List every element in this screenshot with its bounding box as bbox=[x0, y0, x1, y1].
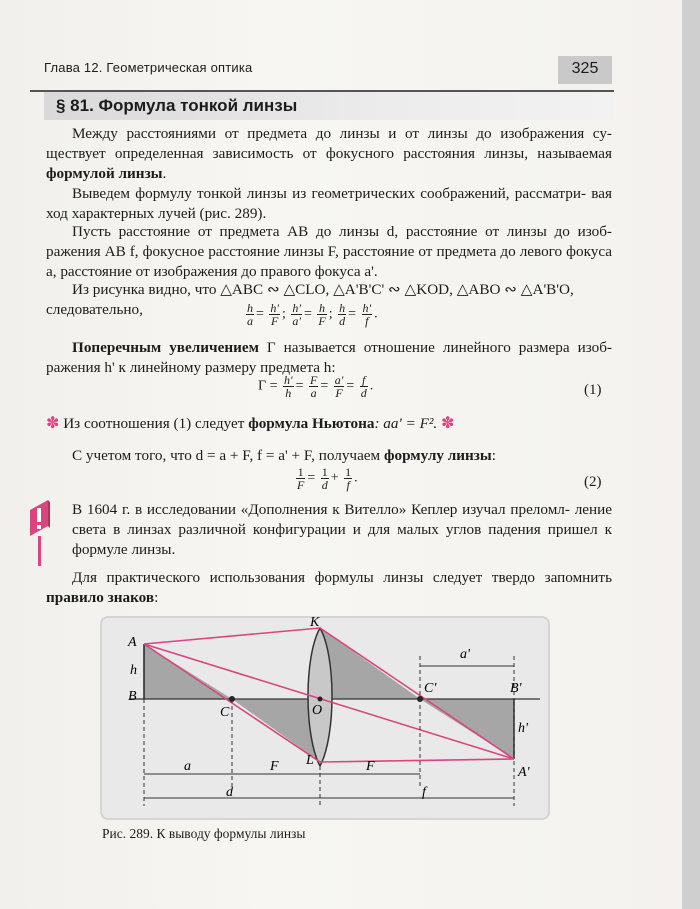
formula-ratios: $\frac{h}{a}$ = $\frac{h'}{F}$ ; $\frac{h'}{a'}$ = $\frac{h}{F}$ ; $\frac{h}{d}$ = $\frac{h'}{f}$ . bbox=[247, 301, 378, 328]
equation-number-1: (1) bbox=[584, 382, 602, 398]
paragraph-newton: ✽ Из соотношения (1) следует формула Ньютона: aa' = F². ✽ bbox=[46, 415, 455, 432]
label-a-distance: a bbox=[184, 759, 191, 774]
paragraph-derive: Выведем формулу тонкой линзы из геометрических соображений, рассматри- вая ход характерных лучей (рис. 289). bbox=[46, 185, 612, 222]
equation-number-2: (2) bbox=[584, 474, 602, 490]
paragraph-lens-formula: С учетом того, что d = a + F, f = a' + F, получаем формулу линзы: bbox=[72, 447, 496, 464]
label-l-point: L bbox=[306, 753, 314, 768]
figure-caption: Рис. 289. К выводу формулы линзы bbox=[102, 826, 306, 841]
page-edge bbox=[682, 0, 700, 909]
figure-289 bbox=[100, 616, 550, 820]
label-f-right: F bbox=[366, 759, 375, 774]
label-ap-distance: a' bbox=[460, 647, 470, 662]
label-hp: h' bbox=[518, 721, 528, 736]
label-cp-point: C' bbox=[424, 681, 437, 696]
term-newton-formula: формула Ньютона bbox=[248, 415, 375, 432]
paragraph-magnification: Поперечным увеличением Γ называется отношение линейного размера изоб- ражения h' к линейному размеру предмета h: bbox=[46, 339, 612, 376]
paragraph-definitions: Пусть расстояние от предмета AB до линзы d, расстояние от линзы до изоб- ражения AB f, фокусное расстояние линзы F, расстояние от предмета до левого фокуса a, расстояние от изображения до правого фокуса a'. bbox=[46, 223, 612, 280]
label-b-point: B bbox=[128, 689, 137, 704]
label-h: h bbox=[130, 663, 137, 678]
term-sign-rule: правило знаков bbox=[46, 589, 155, 606]
paragraph-sign-rule: Для практического использования формулы линзы следует твердо запомнить правило знаков: bbox=[46, 569, 612, 606]
chapter-title: Глава 12. Геометрическая оптика bbox=[44, 60, 253, 75]
asterisk-icon: ✽ bbox=[441, 415, 455, 432]
term-magnification: Поперечным увеличением bbox=[72, 339, 259, 356]
term-lens-formula-2: формулу линзы bbox=[383, 447, 492, 464]
paragraph-similarity: Из рисунка видно, что △ABC ∾ △CLO, △A'B'C' ∾ △KOD, △ABO ∾ △A'B'O, следовательно, bbox=[46, 281, 574, 318]
ray-refracted-bottom bbox=[320, 759, 514, 762]
paragraph-intro: Между расстояниями от предмета до линзы и от линзы до изображения су- ществует определенная зависимость от фокусного расстояния линзы, называемая формулой линзы. bbox=[46, 125, 612, 182]
section-title: § 81. Формула тонкой линзы bbox=[44, 92, 614, 120]
lens-diagram bbox=[100, 616, 550, 820]
ray-parallel bbox=[144, 628, 320, 644]
label-ap-point: A' bbox=[518, 765, 530, 780]
term-lens-formula: формулой линзы bbox=[46, 165, 163, 182]
formula-gamma: Γ = $\frac{h'}{h}$ = $\frac{F}{a}$ = $\frac{a'}{F}$ = $\frac{f}{d}$ . bbox=[258, 373, 374, 400]
label-c-point: C bbox=[220, 705, 230, 720]
formula-thin-lens: $\frac{1}{F}$ = $\frac{1}{d}$ + $\frac{1}{f}$ . bbox=[297, 465, 358, 492]
label-f-left: F bbox=[270, 759, 279, 774]
asterisk-icon: ✽ bbox=[46, 415, 60, 432]
paragraph-kepler-note: В 1604 г. в исследовании «Дополнения к Вителло» Кеплер изучал преломл- ление света в линзах различной конфигурации и для малых углов падения пришел к формуле линзы. bbox=[72, 501, 613, 558]
label-d-distance: d bbox=[226, 785, 233, 800]
exclamation-note-icon bbox=[28, 496, 50, 566]
label-f-distance: f bbox=[422, 785, 426, 800]
label-bp-point: B' bbox=[510, 681, 522, 696]
label-a-point: A bbox=[128, 635, 137, 650]
label-o-point: O bbox=[312, 703, 323, 718]
page-number: 325 bbox=[558, 56, 612, 84]
lens-center-point bbox=[318, 697, 323, 702]
label-k-point: K bbox=[310, 616, 320, 630]
